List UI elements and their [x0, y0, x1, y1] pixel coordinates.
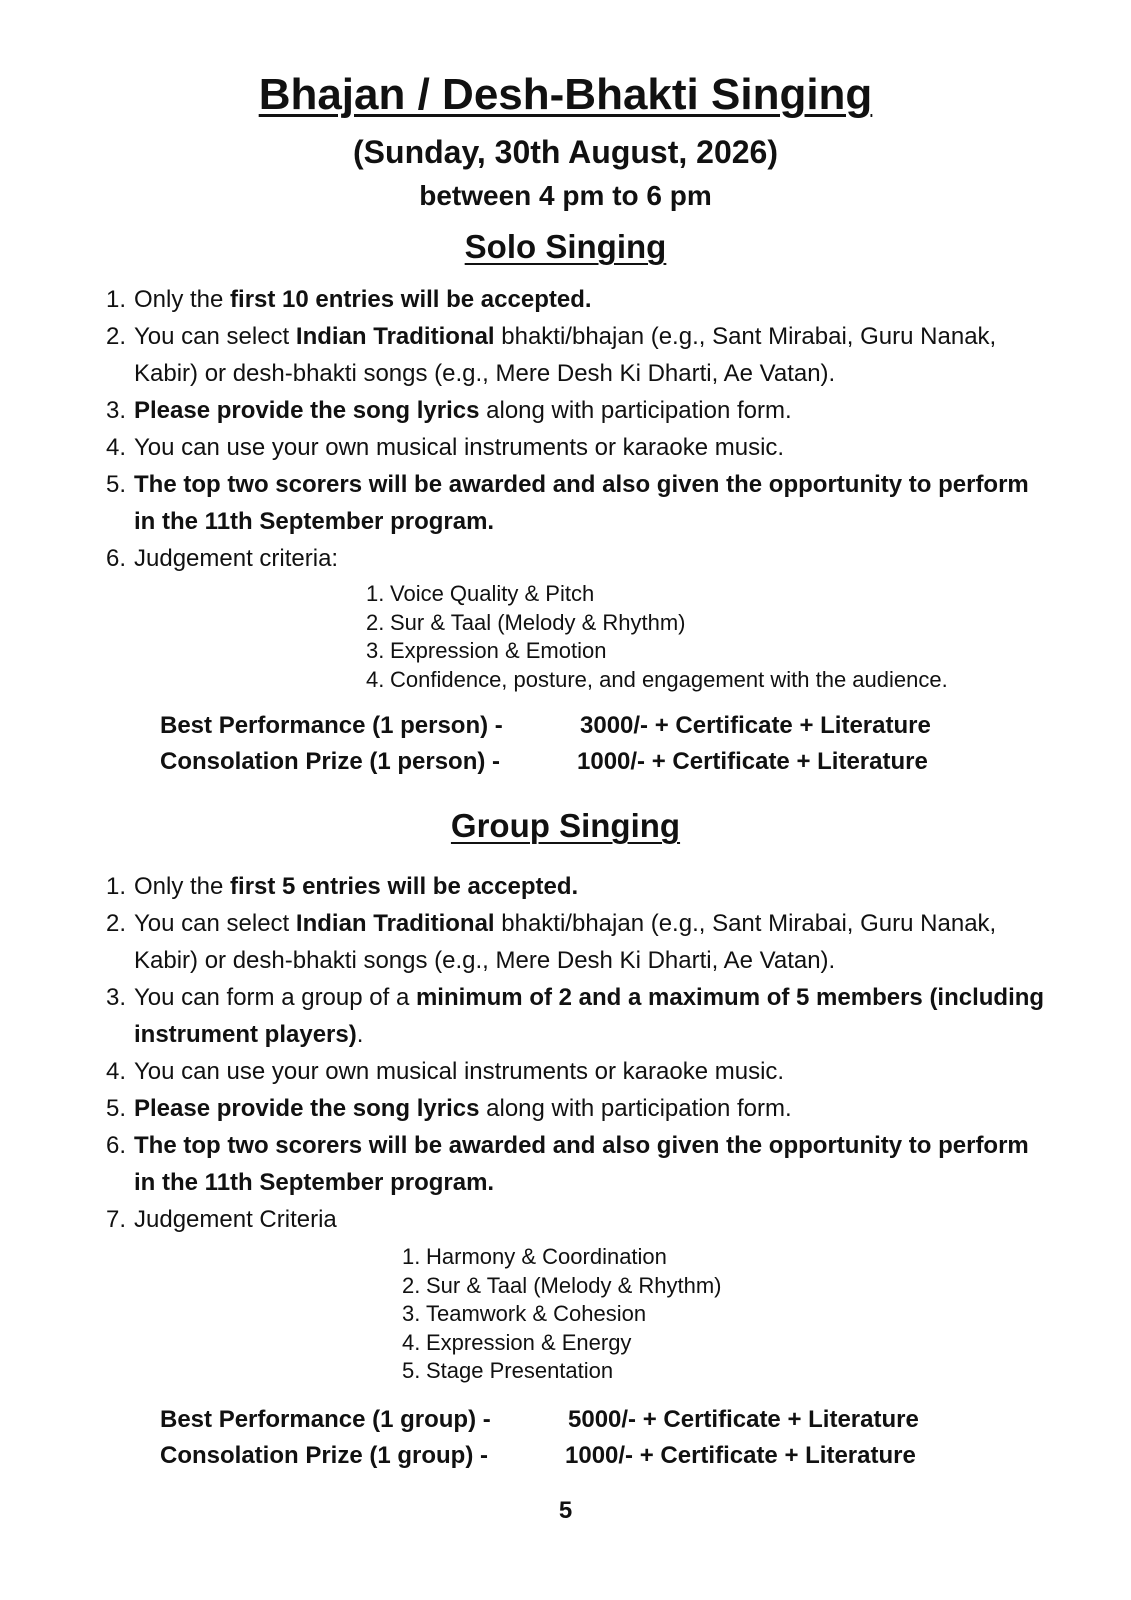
rule-number: 4. — [106, 434, 127, 461]
group-criterion-4 — [402, 1329, 721, 1358]
group-rule-7 — [106, 1201, 1046, 1238]
solo-rule-2 — [106, 318, 1046, 392]
rule-number: 3. — [106, 397, 127, 424]
solo-criterion-2 — [366, 609, 948, 638]
rule-text: You can form a group of a — [134, 984, 416, 1011]
rule-text: Judgement criteria: — [134, 545, 339, 572]
group-rule-4 — [106, 1053, 1046, 1090]
solo-criterion-1 — [366, 580, 948, 609]
criterion-number: 4. — [366, 666, 385, 692]
criterion-text: Voice Quality & Pitch — [390, 581, 595, 606]
group-criterion-3 — [402, 1300, 721, 1329]
rule-number: 6. — [106, 1132, 127, 1159]
page-title: Bhajan / Desh-Bhakti Singing — [258, 70, 873, 119]
rule-text: You can use your own musical instruments or karaoke music. — [134, 434, 785, 461]
rule-text: . — [356, 1021, 364, 1048]
prize-label: Best Performance (1 person) - — [160, 712, 503, 739]
group-rule-5 — [106, 1090, 1046, 1127]
solo-rule-5 — [106, 466, 1046, 540]
solo-heading: Solo Singing — [464, 228, 667, 265]
rule-text: along with participation form. — [479, 1095, 792, 1122]
rule-text-bold: Please provide the song lyrics — [134, 1095, 480, 1122]
rule-text-bold: Indian Traditional — [295, 323, 495, 350]
group-criterion-5 — [402, 1357, 721, 1386]
page-number: 5 — [558, 1497, 573, 1524]
rule-number: 5. — [106, 1095, 127, 1122]
solo-criteria-list — [366, 580, 948, 694]
rule-text-bold: first 5 entries will be accepted. — [230, 873, 579, 900]
rule-number: 1. — [106, 286, 127, 313]
rule-text-bold: Please provide the song lyrics — [134, 397, 480, 424]
group-rule-1 — [106, 868, 1046, 905]
rule-text: along with participation form. — [479, 397, 792, 424]
event-date: (Sunday, 30th August, 2026) — [353, 134, 778, 170]
rule-text: You can use your own musical instruments or karaoke music. — [134, 1058, 785, 1085]
solo-rules-list — [106, 281, 1046, 577]
criterion-number: 1. — [402, 1244, 421, 1269]
criterion-number: 2. — [402, 1272, 421, 1298]
criterion-number: 2. — [366, 609, 385, 635]
rule-number: 6. — [106, 545, 127, 572]
criterion-text: Teamwork & Cohesion — [426, 1301, 647, 1326]
criterion-number: 4. — [402, 1329, 421, 1355]
group-rules-list — [106, 868, 1046, 1238]
rule-number: 4. — [106, 1058, 127, 1085]
criterion-text: Sur & Taal (Melody & Rhythm) — [426, 1272, 722, 1298]
rule-text-bold: The top two scorers will be awarded and also given the opportunity to perform in the 11th September program. — [134, 1132, 1029, 1196]
rule-text: Only the — [134, 286, 231, 313]
rule-text-bold: minimum of 2 and a maximum of 5 members (including instrument players) — [134, 984, 1045, 1048]
criterion-text: Confidence, posture, and engagement with the audience. — [390, 666, 948, 692]
group-criteria-list — [402, 1243, 721, 1386]
rule-text: Judgement Criteria — [134, 1206, 337, 1233]
event-time: between 4 pm to 6 pm — [419, 180, 712, 211]
rule-text: You can select — [134, 323, 296, 350]
criterion-text: Stage Presentation — [426, 1358, 614, 1383]
rule-number: 5. — [106, 471, 127, 498]
criterion-text: Expression & Energy — [426, 1329, 632, 1355]
group-criterion-1 — [402, 1243, 721, 1272]
prize-label: Consolation Prize (1 group) - — [160, 1442, 488, 1469]
criterion-number: 1. — [366, 581, 385, 606]
prize-label: Best Performance (1 group) - — [160, 1406, 491, 1433]
rule-number: 1. — [106, 873, 127, 900]
rule-text: bhakti/bhajan (e.g., Sant Mirabai, Guru Nanak, Kabir) or desh-bhakti songs (e.g., Mere Desh Ki Dharti, Ae Vatan). — [134, 323, 997, 387]
criterion-number: 3. — [366, 638, 385, 663]
rule-text-bold: Indian Traditional — [295, 910, 495, 937]
rule-number: 2. — [106, 323, 127, 350]
rule-number: 2. — [106, 910, 127, 937]
criterion-text: Harmony & Coordination — [426, 1244, 667, 1269]
group-criterion-2 — [402, 1272, 721, 1301]
prize-value: 1000/- + Certificate + Literature — [577, 748, 928, 775]
rule-number: 3. — [106, 984, 127, 1011]
rule-text: bhakti/bhajan (e.g., Sant Mirabai, Guru Nanak, Kabir) or desh-bhakti songs (e.g., Mere Desh Ki Dharti, Ae Vatan). — [134, 910, 997, 974]
criterion-number: 5. — [402, 1358, 421, 1383]
rule-text-bold: first 10 entries will be accepted. — [230, 286, 592, 313]
solo-rule-3 — [106, 392, 1046, 429]
group-rule-3 — [106, 979, 1046, 1053]
prize-value: 3000/- + Certificate + Literature — [580, 712, 931, 739]
solo-criterion-4 — [366, 666, 948, 695]
prize-value: 1000/- + Certificate + Literature — [565, 1442, 916, 1469]
prize-label: Consolation Prize (1 person) - — [160, 748, 501, 775]
criterion-text: Expression & Emotion — [390, 638, 607, 663]
rule-text: You can select — [134, 910, 296, 937]
group-rule-2 — [106, 905, 1046, 979]
rule-text-bold: The top two scorers will be awarded and also given the opportunity to perform in the 11th September program. — [134, 471, 1029, 535]
group-rule-6 — [106, 1127, 1046, 1201]
solo-rule-1 — [106, 281, 1046, 318]
solo-criterion-3 — [366, 637, 948, 666]
criterion-text: Sur & Taal (Melody & Rhythm) — [390, 609, 686, 635]
group-heading: Group Singing — [450, 807, 681, 844]
criterion-number: 3. — [402, 1301, 421, 1326]
solo-rule-4 — [106, 429, 1046, 466]
prize-value: 5000/- + Certificate + Literature — [568, 1406, 919, 1433]
solo-rule-6 — [106, 540, 1046, 577]
rule-text: Only the — [134, 873, 231, 900]
rule-number: 7. — [106, 1206, 127, 1233]
